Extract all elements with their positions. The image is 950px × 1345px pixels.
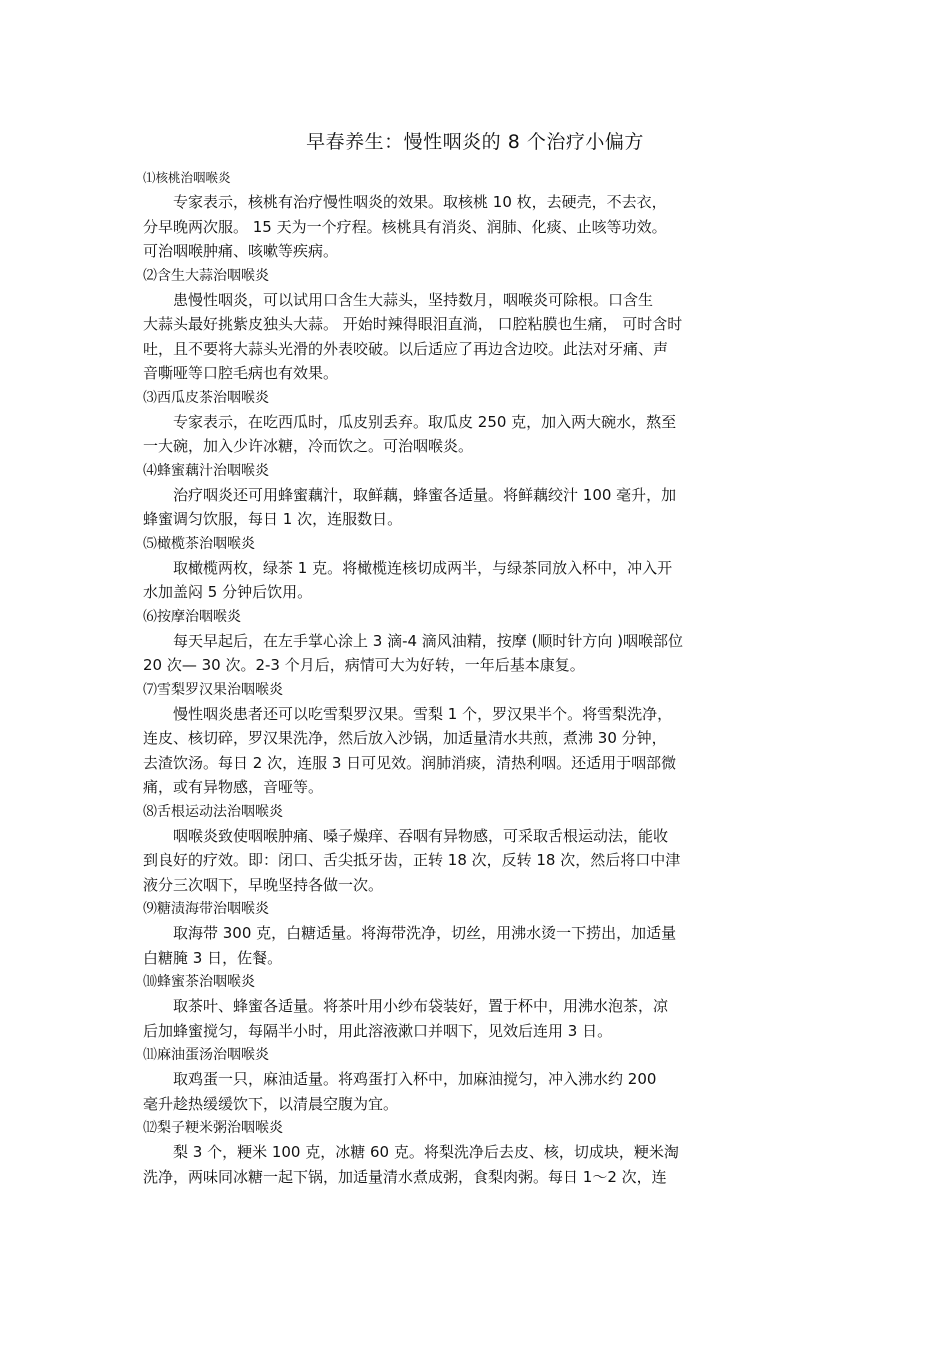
paragraph-line: 后加蜂蜜搅匀，每隔半小时，用此溶液漱口并咽下，见效后连用 3 日。: [143, 1021, 613, 1040]
paragraph-line: 慢性咽炎患者还可以吃雪梨罗汉果。雪梨 1 个，罗汉果半个。将雪梨洗净，: [173, 704, 673, 723]
paragraph-line: 到良好的疗效。即：闭口、舌尖抵牙齿，正转 18 次，反转 18 次，然后将口中津: [143, 851, 681, 869]
section-heading: ⑻舌根运动法治咽喉炎: [143, 803, 283, 820]
paragraph-line: 可治咽喉肿痛、咳嗽等疾病。: [143, 242, 339, 260]
section-paragraph: [143, 410, 813, 459]
paragraph-line: 连皮、核切碎，罗汉果洗净，然后放入沙锅，加适量清水共煎，煮沸 30 分钟，: [143, 729, 667, 747]
paragraph-line: 毫升趁热缓缓饮下，以清晨空腹为宜。: [143, 1094, 399, 1113]
paragraph-line: 专家表示，在吃西瓜时，瓜皮别丢弃。取瓜皮 250 克，加入两大碗水，熬至: [173, 412, 677, 431]
section-heading: ⑼糖渍海带治咽喉炎: [143, 901, 269, 917]
page-title: 早春养生：慢性咽炎的 8 个治疗小偏方: [306, 131, 644, 153]
section-heading: ⑴核桃治咽喉炎: [143, 170, 231, 185]
paragraph-line: 吐，且不要将大蒜头光滑的外表咬破。以后适应了再边含边咬。此法对牙痛、声: [143, 339, 669, 358]
paragraph-line: 治疗咽炎还可用蜂蜜藕汁，取鲜藕，蜂蜜各适量。将鲜藕绞汁 100 毫升，加: [173, 485, 677, 504]
section-heading: ⑾麻油蛋汤治咽喉炎: [143, 1047, 269, 1063]
section-paragraph: [143, 483, 813, 532]
paragraph-line: 蜂蜜调匀饮服，每日 1 次，连服数日。: [143, 510, 403, 528]
section-paragraph: [143, 1067, 813, 1116]
paragraph-line: 音嘶哑等口腔毛病也有效果。: [143, 364, 339, 382]
section-heading: ⑹按摩治咽喉炎: [143, 608, 241, 625]
section-paragraph: [143, 1140, 813, 1189]
section-paragraph: [143, 921, 813, 970]
paragraph-line: 白糖腌 3 日，佐餐。: [143, 948, 283, 967]
paragraph-line: 一大碗，加入少许冰糖，冷而饮之。可治咽喉炎。: [143, 437, 474, 455]
paragraph-line: 20 次— 30 次。2-3 个月后，病情可大为好转，一年后基本康复。: [143, 656, 585, 674]
paragraph-line: 每天早起后，在左手掌心涂上 3 滴-4 滴风油精，按摩 (顺时针方向 )咽喉部位: [173, 631, 684, 650]
section-paragraph: [143, 994, 813, 1043]
paragraph-line: 取橄榄两枚，绿茶 1 克。将橄榄连核切成两半，与绿茶同放入杯中，冲入开: [173, 558, 673, 577]
paragraph-line: 梨 3 个，粳米 100 克，冰糖 60 克。将梨洗净后去皮、核，切成块，粳米淘: [173, 1143, 679, 1161]
paragraph-line: 大蒜头最好挑紫皮独头大蒜。 开始时辣得眼泪直淌， 口腔粘膜也生痛， 可时含时: [143, 315, 683, 333]
paragraph-line: 患慢性咽炎，可以试用口含生大蒜头，坚持数月，咽喉炎可除根。口含生: [173, 290, 654, 309]
paragraph-line: 专家表示，核桃有治疗慢性咽炎的效果。取核桃 10 枚，去硬壳，不去衣，: [173, 193, 667, 211]
section-heading: ⑵含生大蒜治咽喉炎: [143, 267, 269, 284]
paragraph-line: 洗净，两味同冰糖一起下锅，加适量清水煮成粥，食梨肉粥。每日 1～2 次，连: [143, 1167, 667, 1186]
section-heading: ⑽蜂蜜茶治咽喉炎: [143, 974, 255, 990]
paragraph-line: 痛，或有异物感，音哑等。: [143, 778, 324, 796]
paragraph-line: 取海带 300 克，白糖适量。将海带洗净，切丝，用沸水烫一下捞出，加适量: [173, 924, 677, 942]
paragraph-line: 去渣饮汤。每日 2 次，连服 3 日可见效。润肺消痰，清热利咽。还适用于咽部微: [143, 753, 677, 772]
paragraph-line: 取鸡蛋一只，麻油适量。将鸡蛋打入杯中，加麻油搅匀，冲入沸水约 200: [173, 1070, 657, 1088]
section-heading: ⑸橄榄茶治咽喉炎: [143, 535, 255, 552]
section-heading: ⑿梨子粳米粥治咽喉炎: [143, 1120, 283, 1136]
document-body: [143, 166, 813, 1189]
section-heading: ⑺雪梨罗汉果治咽喉炎: [143, 681, 283, 698]
section-paragraph: [143, 190, 813, 264]
section-paragraph: [143, 629, 813, 678]
section-paragraph: [143, 556, 813, 605]
paragraph-line: 咽喉炎致使咽喉肿痛、嗓子燥痒、吞咽有异物感，可采取舌根运动法，能收: [173, 826, 669, 845]
section-paragraph: [143, 824, 813, 898]
paragraph-line: 液分三次咽下，早晚坚持各做一次。: [143, 875, 384, 894]
paragraph-line: 取茶叶、蜂蜜各适量。将茶叶用小纱布袋装好，置于杯中，用沸水泡茶，凉: [173, 997, 669, 1015]
section-heading: ⑷蜂蜜藕汁治咽喉炎: [143, 462, 269, 479]
section-heading: ⑶西瓜皮茶治咽喉炎: [143, 389, 269, 406]
paragraph-line: 分早晚两次服。 15 天为一个疗程。核桃具有消炎、润肺、化痰、止咳等功效。: [143, 217, 667, 236]
section-paragraph: [143, 288, 813, 386]
paragraph-line: 水加盖闷 5 分钟后饮用。: [143, 583, 313, 601]
section-paragraph: [143, 702, 813, 800]
